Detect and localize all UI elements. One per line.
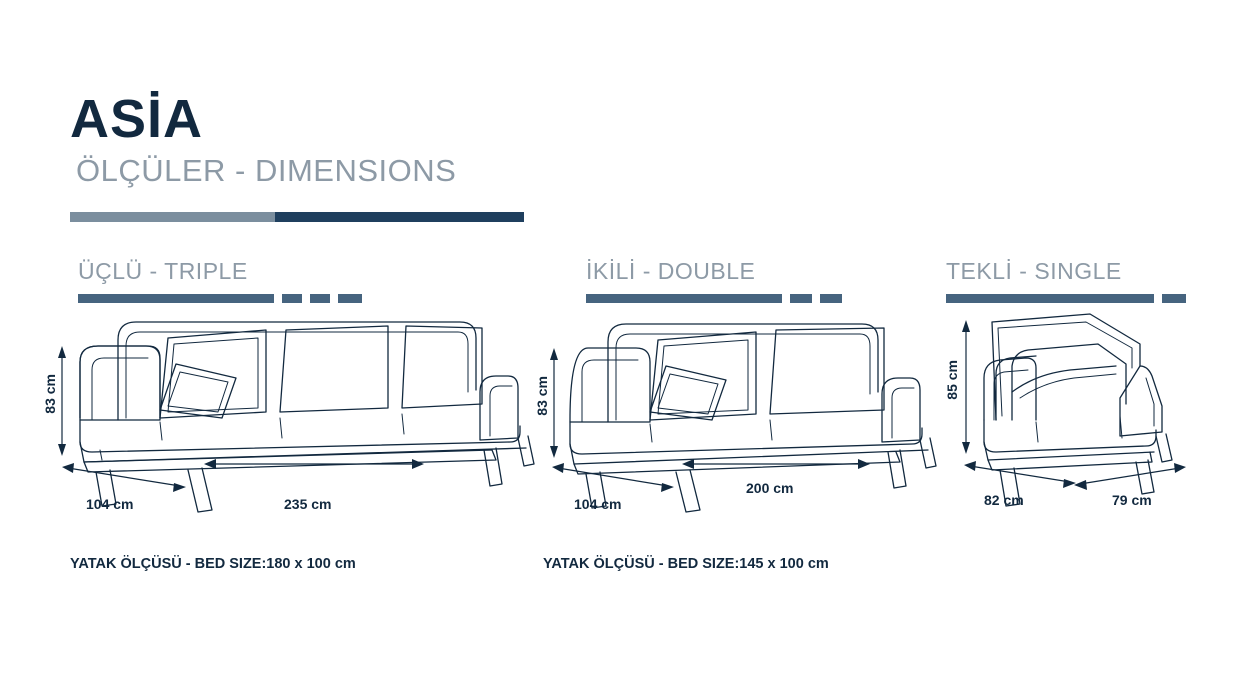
section-double [586,258,856,303]
dim-depth-triple: 104 cm [86,496,134,512]
page-title: ASİA [70,89,204,149]
drawing-single [940,300,1200,530]
dim-width-triple: 235 cm [284,496,332,512]
dim-width-double: 200 cm [746,480,794,496]
section-title-triple: ÜÇLÜ - TRIPLE [78,258,248,284]
dim-height-triple: 83 cm [42,374,58,414]
page-header [70,89,590,189]
dim-depth-double: 104 cm [574,496,622,512]
header-divider [70,212,524,222]
section-title-single: TEKLİ - SINGLE [946,258,1122,284]
header-divider-dark [275,212,524,222]
section-single [946,258,1186,303]
page-subtitle: ÖLÇÜLER - DIMENSIONS [76,153,457,189]
dim-height-double: 83 cm [534,376,550,416]
header-divider-light [70,212,275,222]
section-title-double: İKİLİ - DOUBLE [586,258,756,284]
dimension-lines-single [940,300,1200,530]
bed-size-triple: YATAK ÖLÇÜSÜ - BED SIZE:180 x 100 cm [70,556,356,572]
bed-size-double: YATAK ÖLÇÜSÜ - BED SIZE:145 x 100 cm [543,556,829,572]
dim-depth-single: 82 cm [984,492,1024,508]
dim-height-single: 85 cm [944,360,960,400]
section-triple [78,258,378,303]
drawing-double [532,300,952,530]
drawing-triple [40,300,520,530]
dim-width-single: 79 cm [1112,492,1152,508]
